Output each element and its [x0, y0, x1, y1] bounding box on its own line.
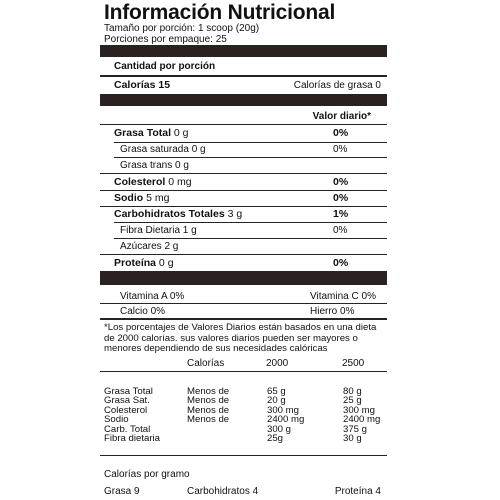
table-row: Carb. Total 300 g 375 g	[104, 423, 368, 435]
table-row: Fibra dietaria 25g 30 g	[104, 433, 362, 445]
nutrient-row-cholesterol: Colesterol 0 mg	[114, 176, 192, 188]
table-row: Grasa Total Menos de 65 g 80 g	[104, 386, 362, 397]
nutrient-row-protein: Proteína 0 g	[114, 257, 174, 269]
divider	[114, 222, 387, 223]
thick-divider	[100, 94, 387, 106]
dv-saturated-fat: 0%	[333, 144, 348, 155]
nutrient-row-sugars: Azúcares 2 g	[120, 241, 179, 252]
calories: Calorías 15	[114, 79, 171, 91]
calories-per-gram-heading: Calorías por gramo	[104, 469, 190, 480]
per-gram-fat: Grasa 9	[104, 486, 140, 497]
divider	[100, 254, 387, 255]
divider	[100, 190, 387, 191]
daily-value-footnote: *Los porcentajes de Valores Diarios están basados en una dieta de 2000 calorías. sus valores diarios pueden ser mayores o menores dependiendo de sus necesidades calóricas	[104, 322, 377, 354]
nutrient-row-total-carbs: Carbohidratos Totales 3 g	[114, 208, 243, 220]
divider	[100, 371, 387, 372]
amount-per-serving-heading: Cantidad por porción	[114, 61, 216, 72]
nutrition-facts-label	[100, 0, 387, 500]
divider	[114, 142, 387, 143]
nutrient-row-saturated-fat: Grasa saturada 0 g	[120, 144, 206, 155]
daily-value-heading: Valor diario*	[312, 111, 371, 122]
dv-total-carbs: 1%	[333, 208, 349, 220]
calories-from-fat: Calorías de grasa 0	[293, 80, 381, 91]
servings-per-container: Porciones por empaque: 25	[104, 34, 227, 45]
dv-total-fat: 0%	[333, 127, 349, 139]
table-row: Sodio Menos de 2400 mg 2400 mg	[104, 414, 381, 426]
footnote-header-calories: Calorías	[187, 358, 225, 369]
vitamin-a: Vitamina A 0%	[120, 291, 185, 302]
footnote-header-2000: 2000	[266, 358, 289, 369]
divider	[100, 318, 387, 320]
divider	[114, 238, 387, 239]
iron: Hierro 0%	[310, 306, 355, 317]
dv-fiber: 0%	[333, 225, 348, 236]
thick-divider	[100, 271, 387, 285]
thick-divider	[100, 45, 387, 57]
label-title: Información Nutricional	[104, 1, 336, 24]
dv-protein: 0%	[333, 257, 349, 269]
table-row: Grasa Sat. Menos de 20 g 25 g	[104, 395, 362, 407]
footnote-header-2500: 2500	[342, 358, 365, 369]
nutrient-row-sodium: Sodio 5 mg	[114, 192, 170, 204]
divider	[100, 124, 387, 125]
divider	[100, 75, 387, 77]
dv-sodium: 0%	[333, 192, 349, 204]
per-gram-protein: Proteína 4	[334, 486, 381, 497]
calcium: Calcio 0%	[120, 306, 166, 317]
vitamin-c: Vitamina C 0%	[310, 291, 376, 302]
divider	[114, 157, 387, 158]
divider	[100, 303, 387, 304]
divider	[100, 206, 387, 207]
dv-cholesterol: 0%	[333, 176, 349, 188]
serving-size: Tamaño por porción: 1 scoop (20g)	[104, 23, 260, 34]
divider	[100, 173, 387, 174]
footnote-table	[104, 387, 380, 443]
nutrient-row-trans-fat: Grasa trans 0 g	[120, 160, 189, 171]
table-row: Colesterol Menos de 300 mg 300 mg	[104, 404, 375, 416]
divider	[100, 455, 387, 456]
nutrient-row-fiber: Fibra Dietaria 1 g	[120, 225, 197, 236]
nutrient-row-total-fat: Grasa Total 0 g	[114, 127, 189, 139]
per-gram-carbs: Carbohidratos 4	[187, 486, 259, 497]
